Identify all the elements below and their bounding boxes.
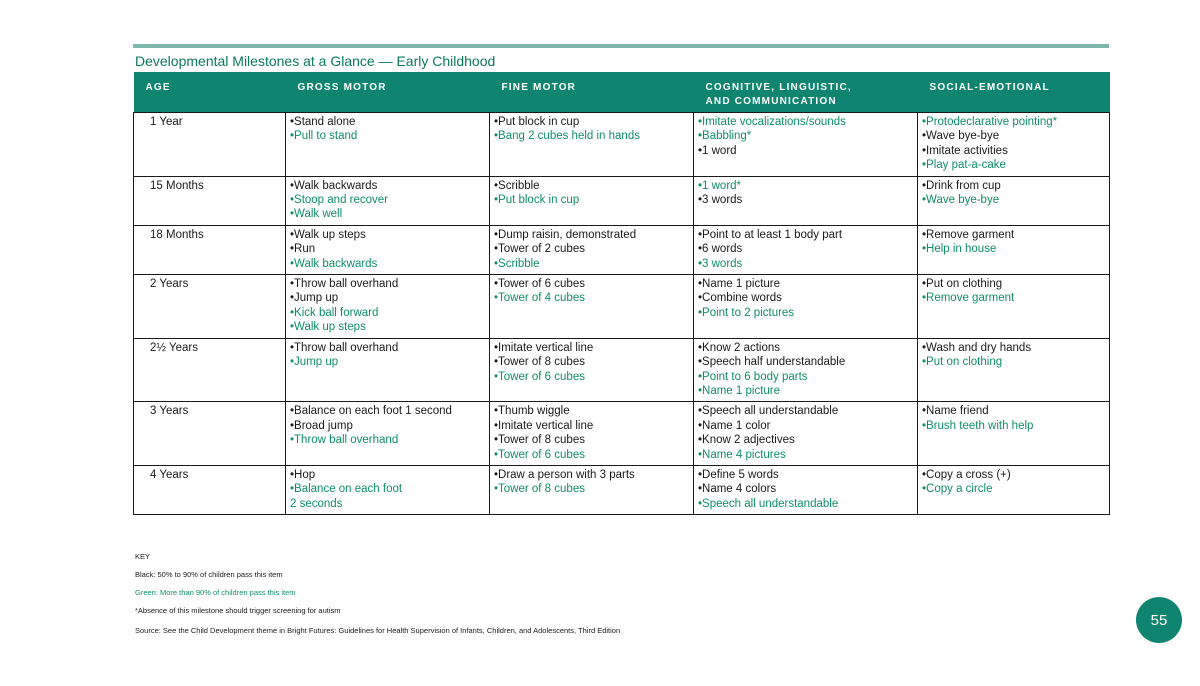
milestone-item: •Combine words [698, 292, 782, 305]
cell-fine-motor [490, 113, 694, 177]
cell-social-emotional [918, 465, 1110, 514]
milestone-item: •Imitate vertical line [494, 419, 594, 432]
table-row [134, 225, 1110, 274]
milestones-table [133, 72, 1110, 515]
cell-cognitive [694, 465, 918, 514]
header-row [134, 72, 1110, 113]
cell-cognitive [694, 176, 918, 225]
milestone-item: •Hop [290, 468, 316, 481]
milestone-item: •Wave bye-bye [922, 194, 1000, 207]
col-header-social-emotional: SOCIAL-EMOTIONAL [918, 72, 1110, 113]
milestone-item: •Scribble [494, 179, 540, 192]
cell-gross-motor [286, 465, 490, 514]
milestone-item: •Imitate activities [922, 144, 1008, 157]
milestone-item: •Imitate vocalizations/sounds [698, 116, 846, 128]
milestone-item: •Name 4 colors [698, 483, 777, 496]
cell-fine-motor [490, 225, 694, 274]
key-asterisk-line: *Absence of this milestone should trigger screening for autism [135, 606, 341, 615]
milestone-item: •Dump raisin, demonstrated [494, 228, 637, 241]
cell-fine-motor [490, 275, 694, 339]
milestone-item: •Jump up [290, 292, 339, 305]
milestone-item: •Speech all understandable [698, 497, 839, 510]
cell-gross-motor [286, 176, 490, 225]
milestone-item: •Babbling* [698, 130, 752, 143]
milestone-item: •Broad jump [290, 419, 353, 432]
cell-age: 4 Years [134, 465, 286, 514]
cell-gross-motor [286, 275, 490, 339]
cell-gross-motor [286, 113, 490, 177]
milestone-item: •Tower of 2 cubes [494, 243, 585, 256]
milestone-item: •Help in house [922, 243, 997, 256]
milestone-item: 2 seconds [290, 497, 343, 510]
milestone-item: •Thumb wiggle [494, 405, 570, 418]
milestone-item: •Tower of 6 cubes [494, 278, 585, 291]
milestone-item: •Know 2 adjectives [698, 434, 795, 447]
milestone-item: •Wash and dry hands [922, 341, 1032, 354]
milestone-item: •Jump up [290, 356, 339, 369]
milestone-item: •Wave bye-bye [922, 130, 1000, 143]
milestone-item: •Point to at least 1 body part [698, 228, 843, 241]
milestone-item: •Brush teeth with help [922, 419, 1034, 432]
table-row [134, 275, 1110, 339]
milestone-item: •Define 5 words [698, 468, 779, 481]
legend-key [135, 548, 341, 620]
cell-fine-motor [490, 338, 694, 402]
cell-fine-motor [490, 402, 694, 466]
milestone-item: •Remove garment [922, 228, 1015, 241]
col-header-fine-motor: FINE MOTOR [490, 72, 694, 113]
milestone-item: •Protodeclarative pointing* [922, 116, 1058, 128]
milestone-item: •Tower of 6 cubes [494, 448, 585, 461]
source-note: Source: See the Child Development theme in Bright Futures: Guidelines for Health Supervision of Infants, Children, and Adolescents, Third Edition [135, 626, 621, 635]
milestone-item: •Balance on each foot 1 second [290, 405, 452, 418]
cell-cognitive [694, 225, 918, 274]
top-rule [133, 44, 1109, 48]
milestone-item: •Point to 2 pictures [698, 306, 795, 319]
cell-social-emotional [918, 338, 1110, 402]
key-black-line: Black: 50% to 90% of children pass this item [135, 570, 283, 579]
milestone-item: •Draw a person with 3 parts [494, 468, 635, 481]
milestone-item: •Name 4 pictures [698, 448, 786, 461]
milestone-item: •Name 1 picture [698, 384, 781, 397]
milestone-item: •Bang 2 cubes held in hands [494, 130, 640, 143]
milestone-item: •Put block in cup [494, 194, 580, 207]
key-green-line: Green: More than 90% of children pass this item [135, 588, 296, 597]
key-heading: KEY [135, 552, 151, 561]
page-title: Developmental Milestones at a Glance — Early Childhood [135, 53, 496, 69]
milestone-item: •Walk well [290, 208, 343, 221]
milestone-item: •Walk backwards [290, 179, 378, 192]
cell-social-emotional [918, 176, 1110, 225]
milestone-item: •Put on clothing [922, 278, 1003, 291]
table-row [134, 176, 1110, 225]
col-header-age: AGE [134, 72, 286, 113]
milestone-item: •6 words [698, 243, 743, 256]
milestone-item: •Name 1 color [698, 419, 771, 432]
milestone-item: •Kick ball forward [290, 306, 379, 319]
cell-gross-motor [286, 225, 490, 274]
cell-fine-motor [490, 465, 694, 514]
cell-gross-motor [286, 338, 490, 402]
milestone-item: •Play pat-a-cake [922, 159, 1006, 172]
col-header-gross-motor: GROSS MOTOR [286, 72, 490, 113]
milestone-item: •Throw ball overhand [290, 434, 399, 447]
milestone-item: •Speech half understandable [698, 356, 846, 369]
cell-cognitive [694, 402, 918, 466]
page-number: 55 [1150, 611, 1168, 629]
milestone-item: •Copy a circle [922, 483, 993, 496]
milestone-item: •3 words [698, 194, 743, 207]
table-row [134, 465, 1110, 514]
table-body [134, 113, 1110, 515]
milestone-item: •Name friend [922, 405, 989, 418]
milestone-item: •Stand alone [290, 116, 356, 128]
milestone-item: •Walk up steps [290, 228, 366, 241]
page-number-badge [1136, 597, 1182, 643]
milestone-item: •1 word [698, 144, 737, 157]
milestone-item: •Pull to stand [290, 130, 358, 143]
milestone-item: •Put block in cup [494, 116, 580, 128]
milestone-item: •Drink from cup [922, 179, 1001, 192]
table-row [134, 402, 1110, 466]
cell-gross-motor [286, 402, 490, 466]
cell-age: 1 Year [134, 113, 286, 177]
milestone-item: •Stoop and recover [290, 194, 389, 207]
milestone-item: •Scribble [494, 257, 540, 270]
table-row [134, 113, 1110, 177]
milestone-item: •Tower of 8 cubes [494, 356, 585, 369]
cell-fine-motor [490, 176, 694, 225]
milestone-item: •Know 2 actions [698, 341, 781, 354]
milestone-item: •Throw ball overhand [290, 341, 399, 354]
milestone-item: •Point to 6 body parts [698, 370, 808, 383]
milestone-item: •Tower of 6 cubes [494, 370, 585, 383]
milestone-item: •Tower of 8 cubes [494, 483, 585, 496]
cell-social-emotional [918, 225, 1110, 274]
cell-age: 3 Years [134, 402, 286, 466]
col-header-cognitive: COGNITIVE, LINGUISTIC, AND COMMUNICATION [694, 72, 918, 113]
cell-age: 2½ Years [134, 338, 286, 402]
milestone-item: •Balance on each foot [290, 483, 403, 496]
cell-age: 2 Years [134, 275, 286, 339]
cell-social-emotional [918, 113, 1110, 177]
milestone-item: •Throw ball overhand [290, 278, 399, 291]
milestone-item: •Tower of 4 cubes [494, 292, 585, 305]
cell-cognitive [694, 338, 918, 402]
milestone-item: •Walk backwards [290, 257, 378, 270]
cell-age: 18 Months [134, 225, 286, 274]
milestone-item: •3 words [698, 257, 743, 270]
milestone-item: •1 word* [698, 179, 742, 192]
milestone-item: •Put on clothing [922, 356, 1003, 369]
cell-social-emotional [918, 275, 1110, 339]
milestone-item: •Imitate vertical line [494, 341, 594, 354]
table-row [134, 338, 1110, 402]
milestone-item: •Walk up steps [290, 321, 366, 334]
cell-social-emotional [918, 402, 1110, 466]
cell-age: 15 Months [134, 176, 286, 225]
milestone-item: •Copy a cross (+) [922, 468, 1011, 481]
milestone-item: •Tower of 8 cubes [494, 434, 585, 447]
milestone-item: •Name 1 picture [698, 278, 781, 291]
milestone-item: •Speech all understandable [698, 405, 839, 418]
cell-cognitive [694, 275, 918, 339]
milestone-item: •Run [290, 243, 316, 256]
milestone-item: •Remove garment [922, 292, 1015, 305]
cell-cognitive [694, 113, 918, 177]
